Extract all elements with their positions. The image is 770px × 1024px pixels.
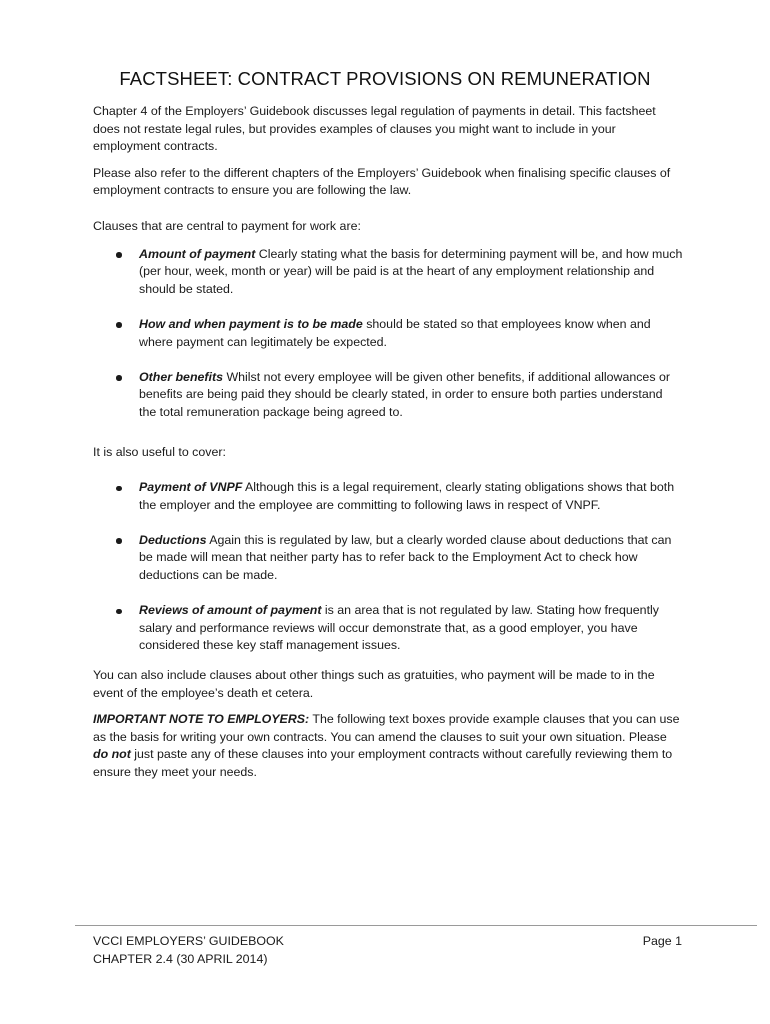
list-item-term: How and when payment is to be made bbox=[139, 316, 363, 331]
list-item-text: is an area that is not regulated by law. Stating how frequently salary and performance reviews will occur demonstrate that, as a good employer, you have considered these key staff management issues. bbox=[139, 603, 659, 653]
important-note-paragraph bbox=[93, 711, 683, 781]
important-note-text: The following text boxes provide example clauses that you can use as the basis for writing your own contracts. You can amend the clauses to suit your own situation. Please bbox=[93, 712, 680, 744]
list-item-term: Amount of payment bbox=[139, 246, 256, 261]
intro-paragraph: Chapter 4 of the Employers’ Guidebook discusses legal regulation of payments in detail. This factsheet does not restate legal rules, but provides examples of clauses you might want to include in your employment contracts. bbox=[93, 104, 656, 154]
document-body bbox=[93, 103, 683, 791]
important-note-text: just paste any of these clauses into your employment contracts without carefully reviewing them to ensure they meet your needs. bbox=[93, 747, 673, 779]
footer-chapter-date: CHAPTER 2.4 (30 APRIL 2014) bbox=[93, 951, 268, 966]
list-item bbox=[93, 316, 683, 351]
intro-paragraph: Please also refer to the different chapters of the Employers’ Guidebook when finalising specific clauses of employment contracts to ensure you are following the law. bbox=[93, 165, 671, 198]
list-item bbox=[93, 602, 683, 655]
other-clauses-paragraph: You can also include clauses about other things such as gratuities, who payment will be made to in the event of the employee’s death et cetera. bbox=[93, 668, 655, 700]
footer-source bbox=[93, 933, 284, 968]
important-note-emphasis: do not bbox=[93, 747, 131, 762]
bullet-icon bbox=[116, 486, 122, 492]
list-item-text: Although this is a legal requirement, clearly stating obligations shows that both the employer and the employee are committing to following laws in respect of VNPF. bbox=[139, 480, 675, 512]
bullet-icon bbox=[116, 322, 122, 328]
list-item-term: Deductions bbox=[139, 532, 207, 547]
list-item-text: Whilst not every employee will be given other benefits, if additional allowances or benefits are being paid they should be clearly stated, in order to ensure both parties understand the total remuneration package being agreed to. bbox=[139, 369, 670, 419]
list-item bbox=[93, 246, 683, 299]
bullet-icon bbox=[116, 252, 122, 258]
list-item-term: Other benefits bbox=[139, 369, 223, 384]
central-clauses-lead: Clauses that are central to payment for work are: bbox=[93, 218, 361, 233]
footer-divider bbox=[75, 925, 757, 926]
bullet-icon bbox=[116, 538, 122, 544]
list-item bbox=[93, 532, 683, 585]
page-number: Page 1 bbox=[642, 934, 682, 948]
list-item-text: Clearly stating what the basis for determining payment will be, and how much (per hour, week, month or year) will be paid is at the heart of any employment relationship and should be stated. bbox=[139, 246, 683, 296]
list-item-text: Again this is regulated by law, but a clearly worded clause about deductions that can be made will mean that neither party has to refer back to the Employment Act to check how deductions can be made. bbox=[139, 532, 672, 583]
list-item-term: Reviews of amount of payment bbox=[139, 603, 322, 618]
list-item-term: Payment of VNPF bbox=[139, 480, 243, 495]
list-item bbox=[93, 479, 683, 514]
also-cover-list bbox=[93, 479, 683, 655]
list-item bbox=[93, 369, 683, 422]
bullet-icon bbox=[116, 609, 122, 615]
bullet-icon bbox=[116, 375, 122, 381]
footer-guidebook-name: VCCI EMPLOYERS’ GUIDEBOOK bbox=[93, 934, 284, 948]
central-clauses-list bbox=[93, 246, 683, 422]
important-note-label: IMPORTANT NOTE TO EMPLOYERS: bbox=[93, 712, 310, 727]
document-title: FACTSHEET: CONTRACT PROVISIONS ON REMUNERATION bbox=[119, 68, 651, 89]
also-cover-lead: It is also useful to cover: bbox=[93, 444, 226, 459]
list-item-text: should be stated so that employees know when and where payment can legitimately be expected. bbox=[139, 316, 651, 349]
